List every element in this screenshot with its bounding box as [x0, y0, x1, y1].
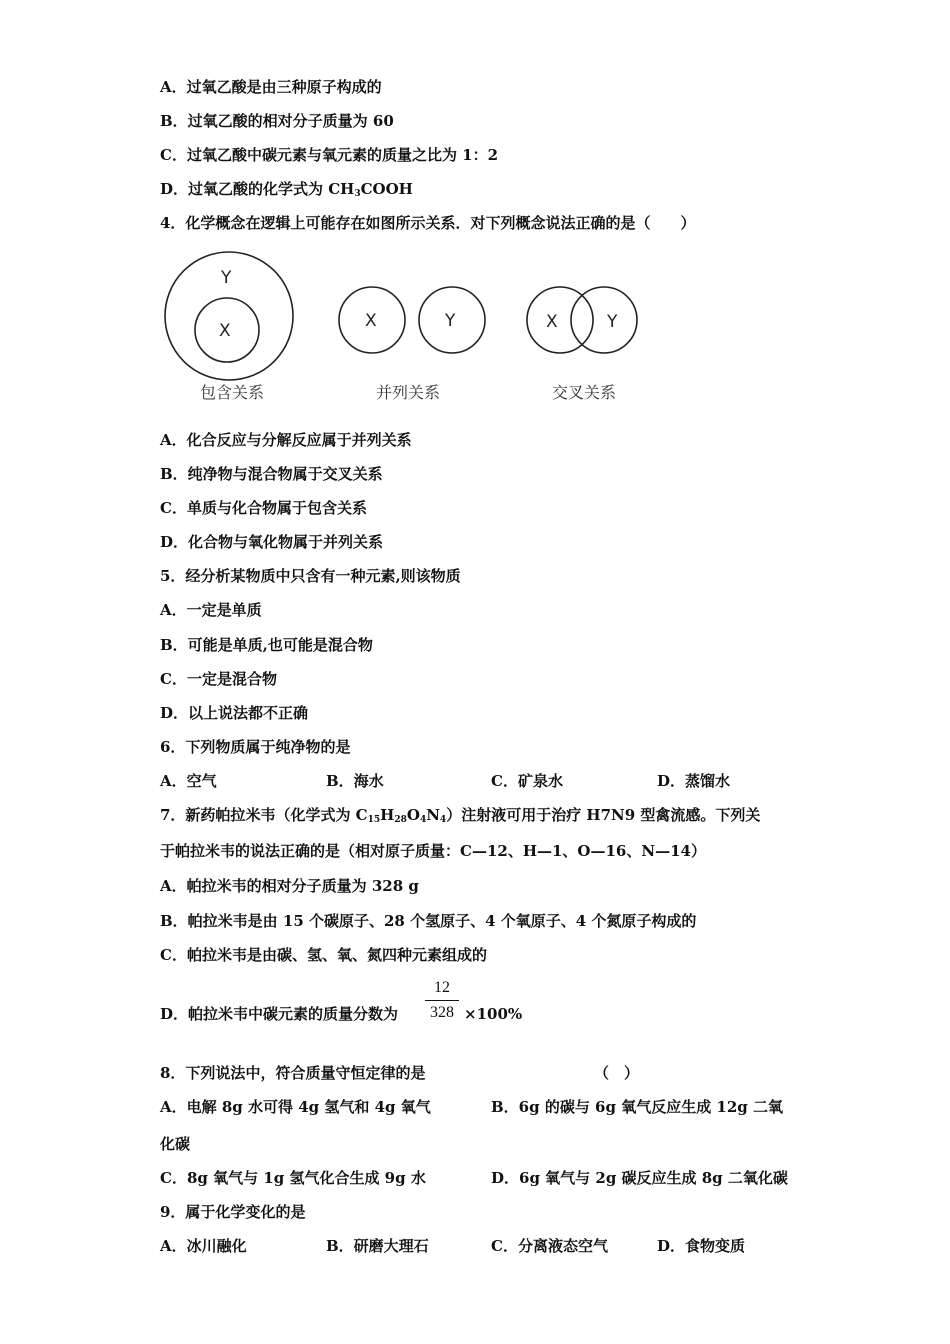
include-outer-label: Y — [221, 268, 232, 288]
q7-formula-o-count: 4 — [419, 815, 427, 825]
q7-stem-suffix: ）注射液可用于治疗 H7N9 型禽流感。下列关 — [446, 806, 761, 824]
q8-option-c: C．8g 氧气与 1g 氢气化合生成 9g 水 — [160, 1169, 426, 1187]
q7-option-b: B．帕拉米韦是由 15 个碳原子、28 个氢原子、4 个氧原子、4 个氮原子构成的 — [160, 912, 697, 930]
parallel-left-label: X — [365, 311, 377, 331]
q6-option-b: B．海水 — [326, 772, 384, 790]
concept-relation-diagram — [160, 250, 660, 410]
q7-option-d-suffix: ×100% — [464, 1005, 523, 1023]
q7-option-d-prefix: D．帕拉米韦中碳元素的质量分数为 — [160, 1005, 399, 1023]
q6-option-a: A．空气 — [160, 772, 217, 790]
q7-formula-c-count: 15 — [367, 815, 381, 825]
q6-stem: 6．下列物质属于纯净物的是 — [160, 738, 351, 756]
q8-stem: 8．下列说法中，符合质量守恒定律的是 — [160, 1064, 426, 1082]
q7-formula-o: O — [406, 806, 420, 824]
q5-option-d: D．以上说法都不正确 — [160, 704, 309, 722]
include-caption: 包含关系 — [200, 383, 265, 402]
q9-stem: 9．属于化学变化的是 — [160, 1203, 306, 1221]
q7-stem-line2: 于帕拉米韦的说法正确的是（相对原子质量：C—12、H—1、O—16、N—14） — [160, 842, 706, 860]
q5-option-a: A．一定是单质 — [160, 601, 262, 619]
fraction-numerator: 12 — [434, 979, 450, 996]
q3-option-b: B．过氧乙酸的相对分子质量为 60 — [160, 112, 394, 130]
parallel-right-label: Y — [445, 311, 456, 331]
q9-option-d: D．食物变质 — [657, 1237, 746, 1255]
q4-stem: 4．化学概念在逻辑上可能存在如图所示关系．对下列概念说法正确的是（ ） — [160, 214, 696, 232]
q8-option-b-line2: 化碳 — [160, 1135, 191, 1153]
q9-option-a: A．冰川融化 — [160, 1237, 247, 1255]
q7-option-c: C．帕拉米韦是由碳、氢、氧、氮四种元素组成的 — [160, 946, 487, 964]
cross-left-label: X — [546, 312, 558, 332]
q7-option-d-fraction — [425, 978, 459, 1023]
q4-option-a: A．化合反应与分解反应属于并列关系 — [160, 431, 412, 449]
fraction-denominator: 328 — [430, 1004, 454, 1021]
q3-option-d-prefix: D．过氧乙酸的化学式为 CH — [160, 180, 355, 198]
q7-formula-h: H — [380, 806, 395, 824]
q3-option-d-suffix: COOH — [360, 180, 413, 198]
q3-option-d-sub: 3 — [354, 189, 361, 199]
q8-option-d: D．6g 氧气与 2g 碳反应生成 8g 二氧化碳 — [491, 1169, 788, 1187]
include-inner-label: X — [219, 321, 231, 341]
cross-left-circle — [527, 287, 593, 353]
q7-stem-prefix: 7．新药帕拉米韦（化学式为 C — [160, 806, 368, 824]
q8-option-a: A．电解 8g 水可得 4g 氢气和 4g 氧气 — [160, 1098, 431, 1116]
q4-option-b: B．纯净物与混合物属于交叉关系 — [160, 465, 383, 483]
q7-stem — [160, 804, 760, 826]
q9-option-c: C．分离液态空气 — [491, 1237, 608, 1255]
cross-right-label: Y — [607, 312, 618, 332]
q5-stem: 5．经分析某物质中只含有一种元素,则该物质 — [160, 567, 461, 585]
q8-paren: （ ） — [594, 1064, 640, 1082]
fraction-bar — [425, 1000, 459, 1001]
q6-option-d: D．蒸馏水 — [657, 772, 731, 790]
q7-option-a: A．帕拉米韦的相对分子质量为 328 g — [160, 877, 419, 895]
q3-option-c: C．过氧乙酸中碳元素与氧元素的质量之比为 1：2 — [160, 146, 499, 164]
q7-formula-n-count: 4 — [439, 815, 447, 825]
q7-formula-h-count: 28 — [394, 815, 407, 825]
parallel-caption: 并列关系 — [376, 383, 441, 402]
q9-option-b: B．研磨大理石 — [326, 1237, 429, 1255]
cross-right-circle — [571, 287, 637, 353]
q3-option-d — [160, 178, 413, 200]
cross-caption: 交叉关系 — [552, 383, 617, 402]
q4-option-c: C．单质与化合物属于包含关系 — [160, 499, 367, 517]
q4-option-d: D．化合物与氧化物属于并列关系 — [160, 533, 384, 551]
q8-option-b-line1: B．6g 的碳与 6g 氧气反应生成 12g 二氧 — [491, 1098, 784, 1116]
q7-formula-n: N — [426, 806, 440, 824]
q6-option-c: C．矿泉水 — [491, 772, 563, 790]
q3-option-a: A．过氧乙酸是由三种原子构成的 — [160, 78, 382, 96]
q5-option-c: C．一定是混合物 — [160, 670, 277, 688]
q5-option-b: B．可能是单质,也可能是混合物 — [160, 636, 373, 654]
